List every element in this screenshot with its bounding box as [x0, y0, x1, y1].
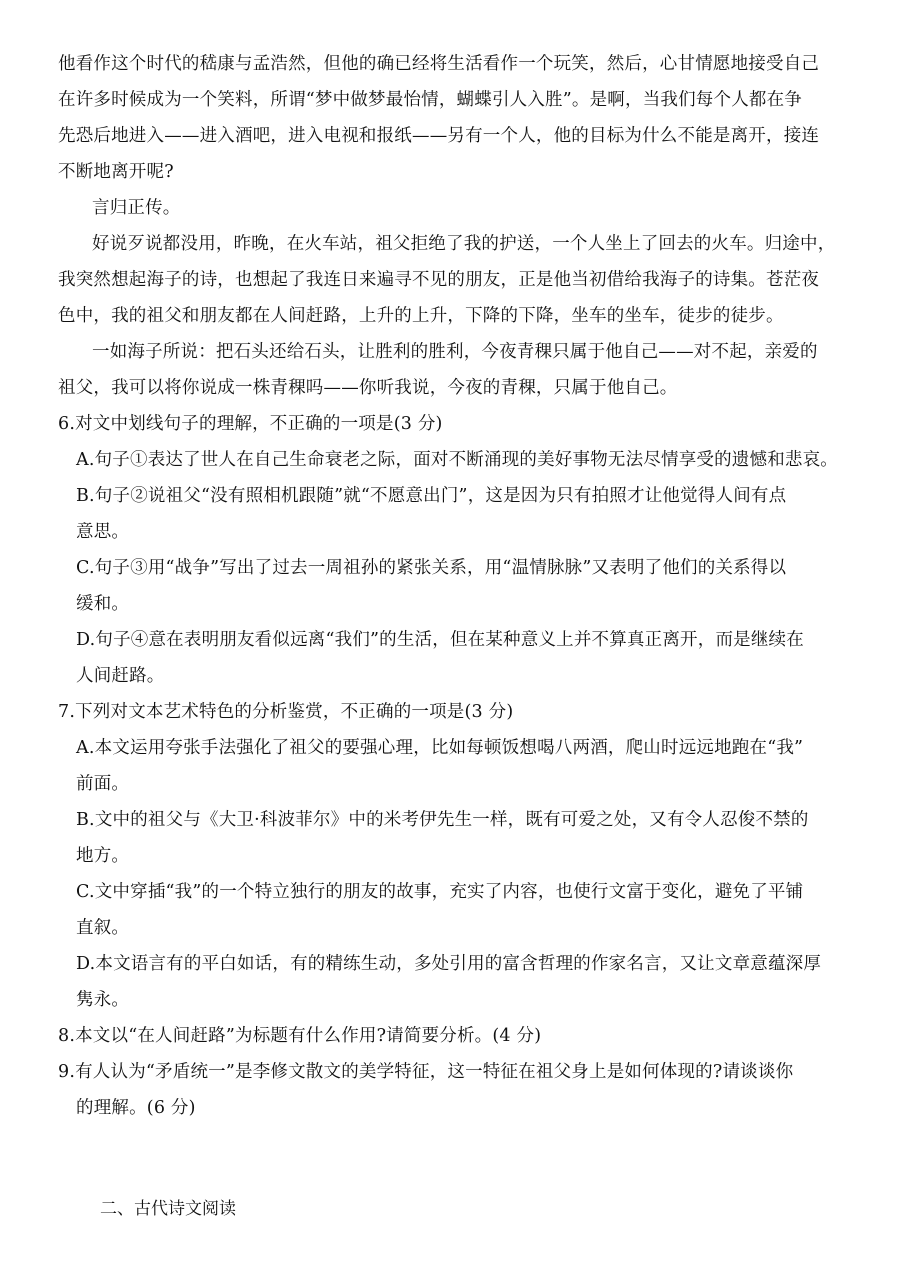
question-6-option-a: A.句子①表达了世人在自己生命衰老之际，面对不断涌现的美好事物无法尽情享受的遗憾和悲哀。 — [76, 450, 838, 470]
passage-line: 言归正传。 — [92, 198, 181, 218]
question-9-stem-cont: 的理解。(6 分) — [76, 1098, 196, 1118]
question-7-stem: 7.下列对文本艺术特色的分析鉴赏，不正确的一项是(3 分) — [58, 702, 514, 722]
passage-line: 我突然想起海子的诗，也想起了我连日来遍寻不见的朋友，正是他当初借给我海子的诗集。苍茫夜 — [58, 270, 820, 290]
question-9-stem: 9.有人认为“矛盾统一”是李修文散文的美学特征，这一特征在祖父身上是如何体现的?请谈谈你 — [58, 1062, 794, 1082]
question-6-option-b: B.句子②说祖父“没有照相机跟随”就“不愿意出门”，这是因为只有拍照才让他觉得人间有点 — [76, 486, 787, 506]
question-6-option-b-cont: 意思。 — [76, 522, 130, 542]
question-6-option-d: D.句子④意在表明朋友看似远离“我们”的生活，但在某种意义上并不算真正离开，而是继续在 — [76, 630, 804, 650]
question-8-stem: 8.本文以“在人间赶路”为标题有什么作用?请简要分析。(4 分) — [58, 1026, 542, 1046]
passage-line: 一如海子所说：把石头还给石头，让胜利的胜利，今夜青稞只属于他自己——对不起，亲爱的 — [92, 342, 818, 362]
question-6-stem: 6.对文中划线句子的理解，不正确的一项是(3 分) — [58, 414, 443, 434]
question-7-option-a-cont: 前面。 — [76, 774, 130, 794]
passage-line: 在许多时候成为一个笑料，所谓“梦中做梦最怡情，蝴蝶引人入胜”。是啊，当我们每个人都在争 — [58, 90, 802, 110]
question-6-option-c: C.句子③用“战争”写出了过去一周祖孙的紧张关系，用“温情脉脉”又表明了他们的关系得以 — [76, 558, 787, 578]
passage-line: 先恐后地进入——进入酒吧，进入电视和报纸——另有一个人，他的目标为什么不能是离开，接连 — [58, 126, 820, 146]
question-7-option-d: D.本文语言有的平白如话，有的精练生动，多处引用的富含哲理的作家名言，又让文章意蕴深厚 — [76, 954, 822, 974]
passage-line: 祖父，我可以将你说成一株青稞吗——你听我说，今夜的青稞，只属于他自己。 — [58, 378, 678, 398]
passage-line: 好说歹说都没用，昨晚，在火车站，祖父拒绝了我的护送，一个人坐上了回去的火车。归途中， — [92, 234, 836, 254]
section-heading: 二、古代诗文阅读 — [100, 1199, 236, 1219]
passage-line: 色中，我的祖父和朋友都在人间赶路，上升的上升，下降的下降，坐车的坐车，徒步的徒步。 — [58, 306, 784, 326]
question-7-option-a: A.本文运用夸张手法强化了祖父的要强心理，比如每顿饭想喝八两酒，爬山时远远地跑在“我” — [76, 738, 804, 758]
question-6-option-c-cont: 缓和。 — [76, 594, 130, 614]
question-7-option-c-cont: 直叙。 — [76, 918, 130, 938]
question-7-option-c: C.文中穿插“我”的一个特立独行的朋友的故事，充实了内容，也使行文富于变化，避免了平铺 — [76, 882, 804, 902]
question-7-option-b-cont: 地方。 — [76, 846, 130, 866]
question-7-option-d-cont: 隽永。 — [76, 990, 130, 1010]
passage-line: 不断地离开呢? — [58, 162, 174, 182]
passage-line: 他看作这个时代的嵇康与孟浩然，但他的确已经将生活看作一个玩笑，然后，心甘情愿地接受自己 — [58, 54, 820, 74]
question-6-option-d-cont: 人间赶路。 — [76, 666, 165, 686]
question-7-option-b: B.文中的祖父与《大卫·科波菲尔》中的米考伊先生一样，既有可爱之处，又有令人忍俊不禁的 — [76, 810, 809, 830]
